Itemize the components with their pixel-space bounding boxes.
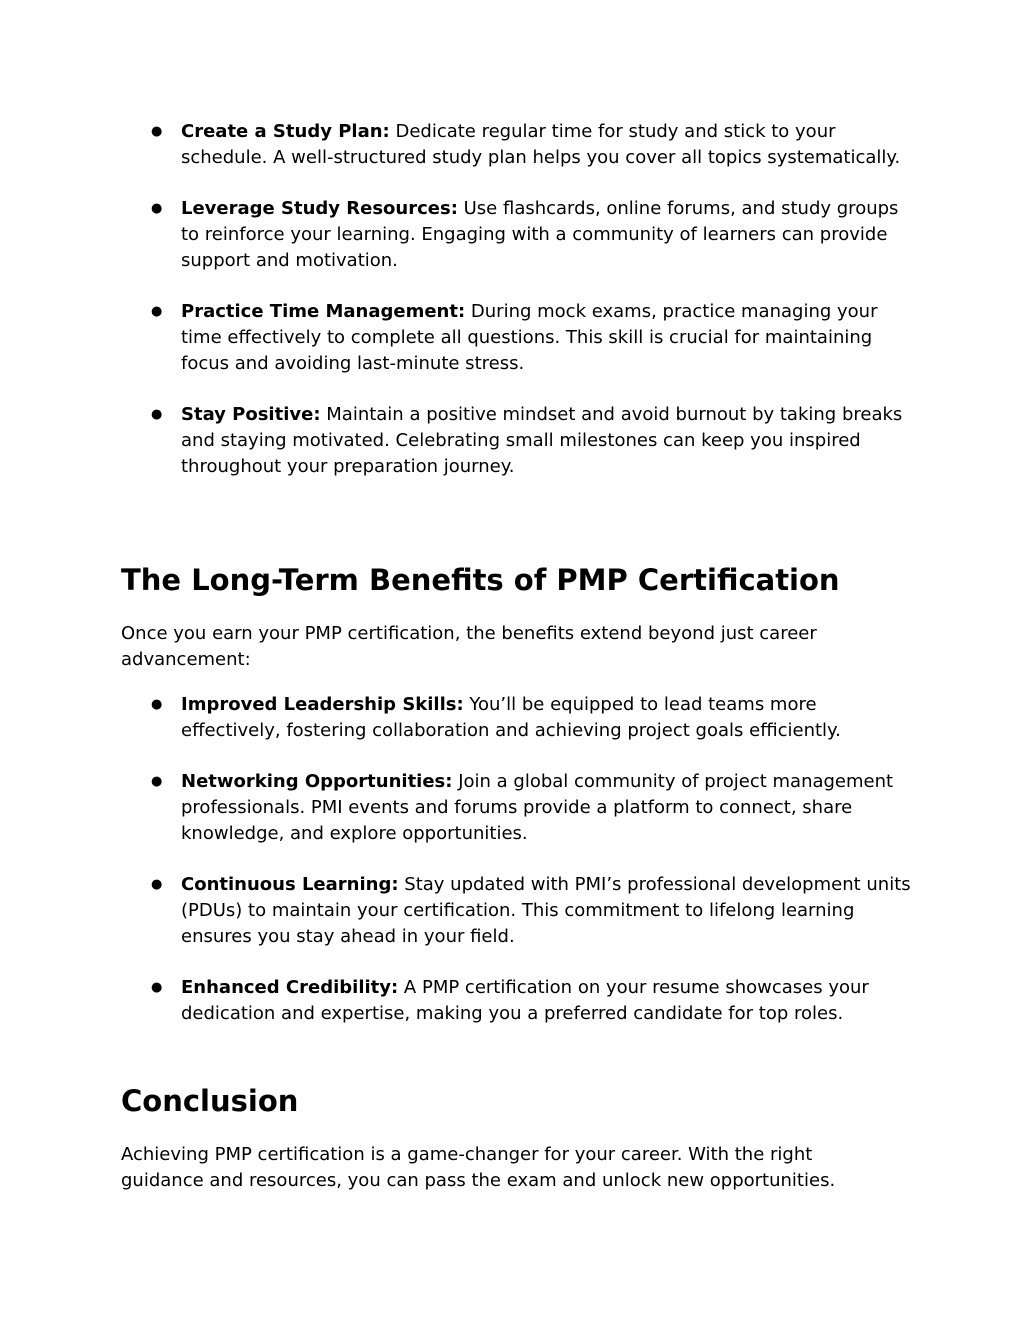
item-text: You’ll be equipped to lead teams more effectively, fostering collaboration and achieving project goals efficiently.	[181, 694, 841, 741]
bullet-icon: ●	[151, 877, 163, 892]
item-text: During mock exams, practice managing your time effectively to complete all questions. This skill is crucial for maintaining focus and avoiding last-minute stress.	[181, 301, 878, 374]
item-lead: Practice Time Management:	[181, 301, 466, 322]
study-tips-list	[0, 119, 1024, 480]
item-lead: Improved Leadership Skills:	[181, 694, 464, 715]
bullet-icon: ●	[151, 774, 163, 789]
list-item	[0, 196, 911, 274]
section-heading-benefits: The Long-Term Benefits of PMP Certification	[121, 563, 840, 597]
list-item	[0, 872, 911, 950]
item-text: Use flashcards, online forums, and study groups to reinforce your learning. Engaging with a community of learners can provide support and motivation.	[181, 198, 899, 271]
list-item	[0, 692, 911, 744]
item-lead: Continuous Learning:	[181, 874, 399, 895]
item-text: Dedicate regular time for study and stick to your schedule. A well-structured study plan helps you cover all topics systematically.	[181, 121, 901, 168]
bullet-icon: ●	[151, 697, 163, 712]
bullet-icon: ●	[151, 407, 163, 422]
item-text: Join a global community of project management professionals. PMI events and forums provide a platform to connect, share knowledge, and explore opportunities.	[181, 771, 894, 844]
item-text: Stay updated with PMI’s professional development units (PDUs) to maintain your certification. This commitment to lifelong learning ensures you stay ahead in your field.	[181, 874, 911, 947]
bullet-icon: ●	[151, 980, 163, 995]
list-item	[0, 299, 911, 377]
item-text: A PMP certification on your resume showcases your dedication and expertise, making you a preferred candidate for top roles.	[181, 977, 869, 1024]
item-lead: Leverage Study Resources:	[181, 198, 458, 219]
item-text: Maintain a positive mindset and avoid burnout by taking breaks and staying motivated. Celebrating small milestones can keep you inspired throughout your preparation journey.	[181, 404, 903, 477]
benefits-list	[0, 692, 1024, 1027]
bullet-icon: ●	[151, 124, 163, 139]
item-lead: Enhanced Credibility:	[181, 977, 399, 998]
list-item	[0, 119, 911, 171]
item-lead: Create a Study Plan:	[181, 121, 390, 142]
conclusion-text: Achieving PMP certification is a game-changer for your career. With the right guidance and resources, you can pass the exam and unlock new opportunities.	[121, 1144, 836, 1191]
item-lead: Networking Opportunities:	[181, 771, 453, 792]
list-item	[0, 975, 911, 1027]
section-heading-conclusion: Conclusion	[121, 1084, 299, 1118]
list-item	[0, 402, 911, 480]
list-item	[0, 769, 911, 847]
bullet-icon: ●	[151, 201, 163, 216]
benefits-intro: Once you earn your PMP certification, the benefits extend beyond just career advancement:	[121, 623, 817, 670]
item-lead: Stay Positive:	[181, 404, 321, 425]
bullet-icon: ●	[151, 304, 163, 319]
